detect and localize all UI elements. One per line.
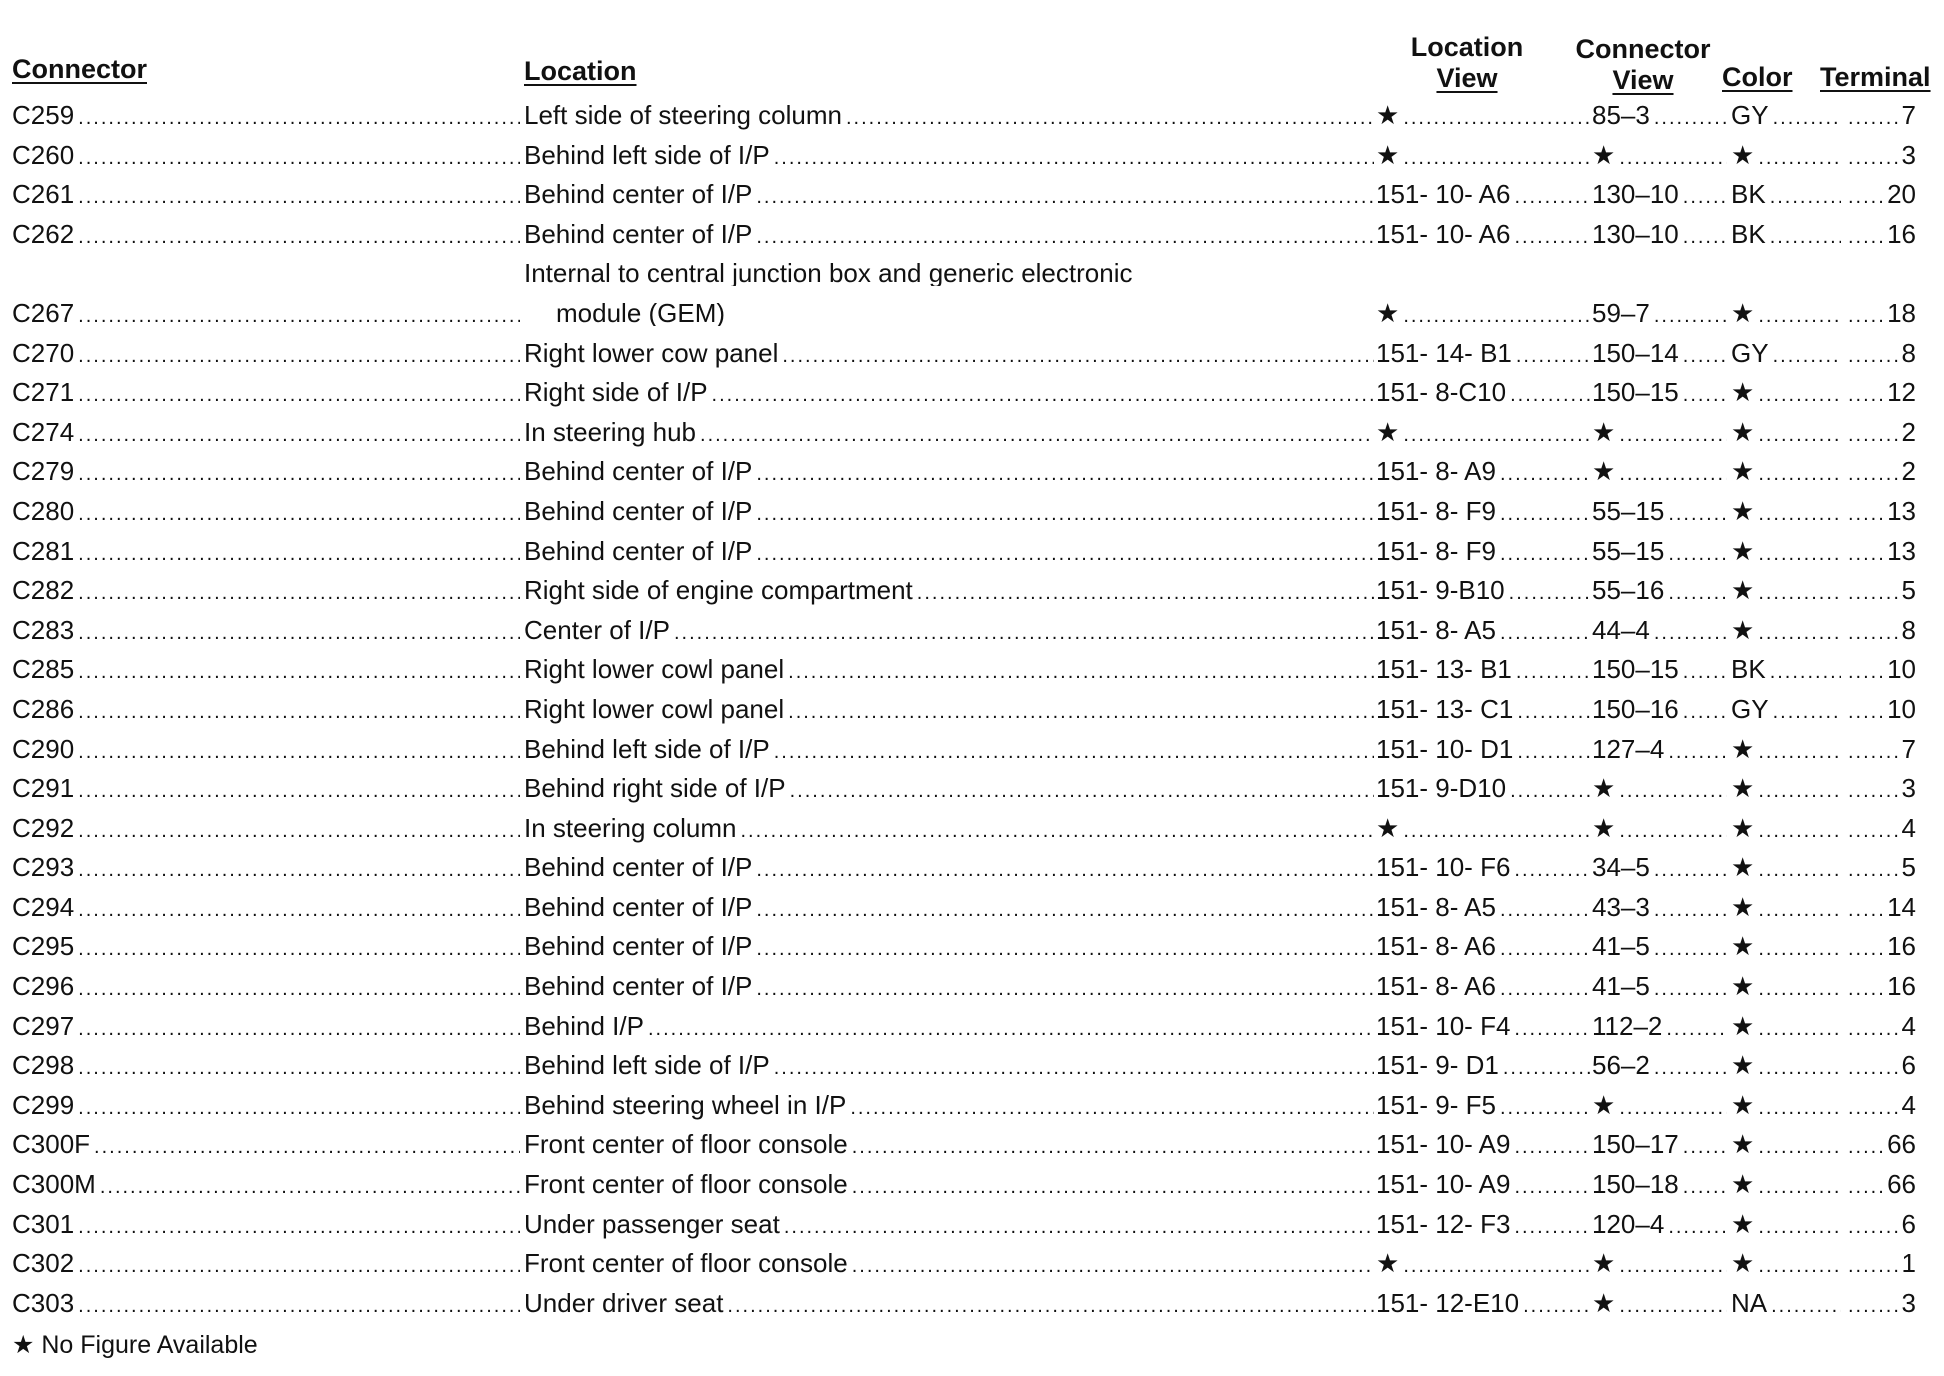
cell-location-view: 151- 12- F3 ..... (1376, 1211, 1590, 1240)
cell-location-view: 151- 8- A6 ..... (1376, 933, 1590, 962)
cell-connector-view: 41–5 ..... (1592, 933, 1727, 962)
cell-location: Behind left side of I/P ..... (524, 1052, 1374, 1081)
cell-location-view: 151- 9-D10 ..... (1376, 775, 1590, 804)
cell-location-view: 151- 10- F4 ..... (1376, 1013, 1590, 1042)
cell-connector-view: 130–10 ..... (1592, 181, 1727, 210)
cell-connector: C285 ..... (12, 656, 520, 685)
cell-connector: C270 ..... (12, 340, 520, 369)
cell-connector: C279 ..... (12, 458, 520, 487)
cell-terminal: ..... 8 (1848, 340, 1916, 369)
cell-terminal: ..... 3 (1848, 142, 1916, 171)
cell-location: Under driver seat ..... (524, 1290, 1374, 1319)
cell-location-view: 151- 8-C10 ..... (1376, 379, 1590, 408)
table-row (0, 1290, 1944, 1330)
cell-color: ★ ..... (1731, 1250, 1841, 1279)
table-row (0, 340, 1944, 380)
cell-color: ★ ..... (1731, 538, 1841, 567)
cell-connector-view: 43–3 ..... (1592, 894, 1727, 923)
cell-color: ★ ..... (1731, 458, 1841, 487)
cell-location: Front center of floor console ..... (524, 1131, 1374, 1160)
cell-location: Left side of steering column ..... (524, 102, 1374, 131)
cell-terminal: ..... 4 (1848, 815, 1916, 844)
cell-connector: C295 ..... (12, 933, 520, 962)
cell-terminal: ..... 1 (1848, 1250, 1916, 1279)
cell-location-view: 151- 10- A9 ..... (1376, 1171, 1590, 1200)
cell-connector: C261 ..... (12, 181, 520, 210)
cell-terminal: ..... 3 (1848, 1290, 1916, 1319)
cell-connector-view: 34–5 ..... (1592, 854, 1727, 883)
cell-color: ★ ..... (1731, 815, 1841, 844)
cell-connector-view: 150–15 ..... (1592, 379, 1727, 408)
cell-color: ★ ..... (1731, 379, 1841, 408)
cell-terminal: ..... 2 (1848, 458, 1916, 487)
cell-location-view: 151- 8- A9 ..... (1376, 458, 1590, 487)
table-row (0, 617, 1944, 657)
cell-terminal: ..... 6 (1848, 1052, 1916, 1081)
cell-location-view: ★ ..... (1376, 142, 1590, 171)
cell-color: ★ ..... (1731, 1131, 1841, 1160)
cell-location-view: 151- 8- A6 ..... (1376, 973, 1590, 1002)
table-row (0, 577, 1944, 617)
cell-location-continued: module (GEM) (556, 299, 726, 326)
cell-color: ★ ..... (1731, 894, 1841, 923)
header-connector-view: Connector View (1575, 34, 1711, 95)
cell-location-view: 151- 8- F9 ..... (1376, 538, 1590, 567)
cell-connector: C282 ..... (12, 577, 520, 606)
cell-location-view: 151- 10- A6 ..... (1376, 221, 1590, 250)
cell-connector: C281 ..... (12, 538, 520, 567)
cell-location-view: 151- 10- A6 ..... (1376, 181, 1590, 210)
cell-connector-view: 127–4 ..... (1592, 736, 1727, 765)
table-row (0, 1250, 1944, 1290)
cell-connector-view: 55–15 ..... (1592, 498, 1727, 527)
table-row (0, 221, 1944, 261)
cell-color: ★ ..... (1731, 854, 1841, 883)
cell-location: Right side of I/P ..... (524, 379, 1374, 408)
cell-location: Right lower cowl panel ..... (524, 696, 1374, 725)
cell-location: Behind center of I/P ..... (524, 854, 1374, 883)
cell-color: ★ ..... (1731, 300, 1841, 329)
cell-location: Front center of floor console ..... (524, 1250, 1374, 1279)
cell-color: ★ ..... (1731, 498, 1841, 527)
cell-terminal: ..... 6 (1848, 1211, 1916, 1240)
cell-color: NA ..... (1731, 1290, 1841, 1319)
cell-connector-view: ★ ..... (1592, 1250, 1727, 1279)
header-connector: Connector (12, 54, 147, 84)
cell-color: BK ..... (1731, 221, 1841, 250)
table-row (0, 1211, 1944, 1251)
cell-connector-view: 150–15 ..... (1592, 656, 1727, 685)
cell-location-view: 151- 10- F6 ..... (1376, 854, 1590, 883)
cell-location-view: 151- 14- B1 ..... (1376, 340, 1590, 369)
table-row (0, 815, 1944, 855)
cell-terminal: ..... 12 (1848, 379, 1916, 408)
cell-location-view: 151- 8- A5 ..... (1376, 617, 1590, 646)
cell-connector-view: 150–16 ..... (1592, 696, 1727, 725)
cell-connector-view: 59–7 ..... (1592, 300, 1727, 329)
cell-color: ★ ..... (1731, 973, 1841, 1002)
table-row (0, 775, 1944, 815)
cell-connector-view: ★ ..... (1592, 419, 1727, 448)
cell-terminal: ..... 7 (1848, 736, 1916, 765)
cell-color: GY ..... (1731, 102, 1841, 131)
cell-color: ★ ..... (1731, 1092, 1841, 1121)
cell-location: Behind center of I/P ..... (524, 498, 1374, 527)
cell-location: Center of I/P ..... (524, 617, 1374, 646)
cell-connector-view: ★ ..... (1592, 142, 1727, 171)
cell-connector: C298 ..... (12, 1052, 520, 1081)
cell-connector-view: ★ ..... (1592, 775, 1727, 804)
cell-color: ★ ..... (1731, 1211, 1841, 1240)
cell-location: Right lower cowl panel ..... (524, 656, 1374, 685)
table-row (0, 696, 1944, 736)
header-location: Location (524, 56, 637, 86)
table-row (0, 854, 1944, 894)
table-row (0, 181, 1944, 221)
cell-connector-view: 56–2 ..... (1592, 1052, 1727, 1081)
cell-terminal: ..... 13 (1848, 498, 1916, 527)
table-row (0, 379, 1944, 419)
cell-connector-view: 112–2 ..... (1592, 1013, 1727, 1042)
cell-color: ★ ..... (1731, 617, 1841, 646)
table-row (0, 933, 1944, 973)
cell-connector: C292 ..... (12, 815, 520, 844)
table-row (0, 973, 1944, 1013)
table-row (0, 736, 1944, 776)
table-row (0, 1131, 1944, 1171)
cell-connector-view: 130–10 ..... (1592, 221, 1727, 250)
cell-connector-view: 150–14 ..... (1592, 340, 1727, 369)
cell-color: GY ..... (1731, 340, 1841, 369)
cell-connector: C299 ..... (12, 1092, 520, 1121)
cell-connector: C262 ..... (12, 221, 520, 250)
cell-location-view: 151- 10- D1 ..... (1376, 736, 1590, 765)
cell-location-view: 151- 9-B10 ..... (1376, 577, 1590, 606)
cell-connector: C302 ..... (12, 1250, 520, 1279)
cell-location: Right side of engine compartment ..... (524, 577, 1374, 606)
table-row (0, 498, 1944, 538)
cell-terminal: ..... 66 (1848, 1171, 1916, 1200)
cell-connector-view: ★ ..... (1592, 1092, 1727, 1121)
cell-color: BK ..... (1731, 656, 1841, 685)
cell-location: Behind I/P ..... (524, 1013, 1374, 1042)
cell-terminal: ..... 16 (1848, 973, 1916, 1002)
table-row (0, 538, 1944, 578)
cell-connector-view: 41–5 ..... (1592, 973, 1727, 1002)
cell-color: ★ ..... (1731, 577, 1841, 606)
cell-location-view: 151- 10- A9 ..... (1376, 1131, 1590, 1160)
cell-location-view: 151- 13- C1 ..... (1376, 696, 1590, 725)
cell-connector: C294 ..... (12, 894, 520, 923)
cell-terminal: ..... 18 (1848, 300, 1916, 329)
cell-connector: C303 ..... (12, 1290, 520, 1319)
cell-location-view: ★ ..... (1376, 815, 1590, 844)
cell-terminal: ..... 16 (1848, 221, 1916, 250)
table-row (0, 1013, 1944, 1053)
cell-connector: C297 ..... (12, 1013, 520, 1042)
header-color: Color (1722, 62, 1793, 92)
cell-location-view: 151- 8- F9 ..... (1376, 498, 1590, 527)
header-terminal: Terminal (1820, 62, 1931, 92)
cell-location-view: ★ ..... (1376, 419, 1590, 448)
cell-connector-view: 85–3 ..... (1592, 102, 1727, 131)
table-row (0, 419, 1944, 459)
cell-connector: C300M ..... (12, 1171, 520, 1200)
table-row (0, 1092, 1944, 1132)
table-row (0, 142, 1944, 182)
cell-connector: C259 ..... (12, 102, 520, 131)
cell-connector-view: 44–4 ..... (1592, 617, 1727, 646)
cell-terminal: ..... 5 (1848, 577, 1916, 606)
table-row (0, 260, 1944, 339)
cell-terminal: ..... 8 (1848, 617, 1916, 646)
table-row (0, 102, 1944, 142)
cell-connector: C301 ..... (12, 1211, 520, 1240)
cell-color: ★ ..... (1731, 1171, 1841, 1200)
cell-connector-view: 150–18 ..... (1592, 1171, 1727, 1200)
cell-connector: C267 ..... (12, 300, 520, 329)
cell-location-view: ★ ..... (1376, 300, 1590, 329)
cell-color: ★ ..... (1731, 1013, 1841, 1042)
cell-terminal: ..... 5 (1848, 854, 1916, 883)
table-row (0, 1052, 1944, 1092)
cell-location: Behind center of I/P ..... (524, 458, 1374, 487)
cell-terminal: ..... 10 (1848, 696, 1916, 725)
cell-terminal: ..... 66 (1848, 1131, 1916, 1160)
cell-connector-view: ★ ..... (1592, 1290, 1727, 1319)
cell-location: Behind center of I/P ..... (524, 221, 1374, 250)
cell-location-view: 151- 13- B1 ..... (1376, 656, 1590, 685)
cell-location-view: 151- 9- F5 ..... (1376, 1092, 1590, 1121)
cell-location: Behind right side of I/P ..... (524, 775, 1374, 804)
cell-location: Right lower cow panel ..... (524, 340, 1374, 369)
cell-terminal: ..... 10 (1848, 656, 1916, 685)
cell-location-view: ★ ..... (1376, 1250, 1590, 1279)
cell-connector: C274 ..... (12, 419, 520, 448)
cell-terminal: ..... 13 (1848, 538, 1916, 567)
cell-location: Behind steering wheel in I/P ..... (524, 1092, 1374, 1121)
cell-location: In steering column ..... (524, 815, 1374, 844)
cell-location: Front center of floor console ..... (524, 1171, 1374, 1200)
cell-color: ★ ..... (1731, 933, 1841, 962)
cell-location-view: 151- 12-E10 ..... (1376, 1290, 1590, 1319)
cell-connector: C271 ..... (12, 379, 520, 408)
cell-connector-view: ★ ..... (1592, 458, 1727, 487)
cell-terminal: ..... 3 (1848, 775, 1916, 804)
cell-terminal: ..... 2 (1848, 419, 1916, 448)
cell-terminal: ..... 16 (1848, 933, 1916, 962)
cell-connector: C283 ..... (12, 617, 520, 646)
cell-location-view: 151- 9- D1 ..... (1376, 1052, 1590, 1081)
cell-location: Behind center of I/P ..... (524, 973, 1374, 1002)
cell-color: ★ ..... (1731, 1052, 1841, 1081)
cell-color: BK ..... (1731, 181, 1841, 210)
cell-connector-view: 150–17 ..... (1592, 1131, 1727, 1160)
cell-location: Behind center of I/P ..... (524, 933, 1374, 962)
cell-location: Behind center of I/P ..... (524, 894, 1374, 923)
cell-connector: C290 ..... (12, 736, 520, 765)
table-row (0, 894, 1944, 934)
cell-color: ★ ..... (1731, 419, 1841, 448)
cell-connector: C300F ..... (12, 1131, 520, 1160)
cell-terminal: ..... 4 (1848, 1092, 1916, 1121)
cell-terminal: ..... 4 (1848, 1013, 1916, 1042)
cell-connector: C286 ..... (12, 696, 520, 725)
cell-connector-view: ★ ..... (1592, 815, 1727, 844)
cell-terminal: ..... 7 (1848, 102, 1916, 131)
cell-location: Behind center of I/P ..... (524, 181, 1374, 210)
cell-color: ★ ..... (1731, 142, 1841, 171)
cell-location: Under passenger seat ..... (524, 1211, 1374, 1240)
cell-location: Behind left side of I/P ..... (524, 736, 1374, 765)
cell-location: Behind center of I/P ..... (524, 538, 1374, 567)
cell-connector: C291 ..... (12, 775, 520, 804)
cell-connector-view: 55–15 ..... (1592, 538, 1727, 567)
cell-color: GY ..... (1731, 696, 1841, 725)
footnote: ★ No Figure Available (12, 1331, 258, 1359)
cell-terminal: ..... 14 (1848, 894, 1916, 923)
cell-connector-view: 120–4 ..... (1592, 1211, 1727, 1240)
cell-location: Behind left side of I/P ..... (524, 142, 1374, 171)
cell-location: Internal to central junction box and generic electronic (524, 260, 1133, 287)
cell-connector: C293 ..... (12, 854, 520, 883)
cell-color: ★ ..... (1731, 736, 1841, 765)
table-row (0, 458, 1944, 498)
cell-location: In steering hub ..... (524, 419, 1374, 448)
table-row (0, 1171, 1944, 1211)
cell-connector-view: 55–16 ..... (1592, 577, 1727, 606)
cell-terminal: ..... 20 (1848, 181, 1916, 210)
table-body (0, 102, 1944, 1329)
cell-location-view: 151- 8- A5 ..... (1376, 894, 1590, 923)
header-location-view: Location View (1410, 32, 1524, 93)
cell-location-view: ★ ..... (1376, 102, 1590, 131)
cell-connector: C296 ..... (12, 973, 520, 1002)
cell-color: ★ ..... (1731, 775, 1841, 804)
cell-connector: C280 ..... (12, 498, 520, 527)
table-row (0, 656, 1944, 696)
cell-connector: C260 ..... (12, 142, 520, 171)
